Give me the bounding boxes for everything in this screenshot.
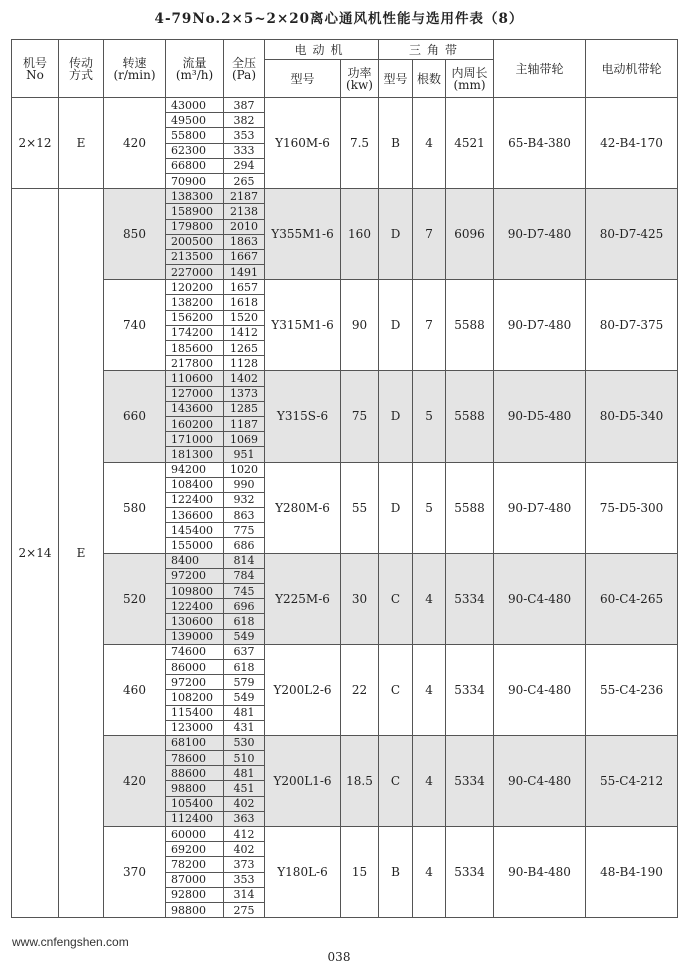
belt-count-cell: 5 bbox=[413, 462, 446, 553]
motor-model-cell: Y225M-6 bbox=[265, 553, 341, 644]
flow-cell: 158900 bbox=[166, 204, 224, 219]
flow-cell: 227000 bbox=[166, 265, 224, 280]
pressure-cell: 1128 bbox=[224, 356, 265, 371]
motor-model-cell: Y200L1-6 bbox=[265, 735, 341, 826]
flow-cell: 115400 bbox=[166, 705, 224, 720]
motor-model-cell: Y160M-6 bbox=[265, 98, 341, 189]
flow-cell: 122400 bbox=[166, 492, 224, 507]
motor-pulley-cell: 55-C4-236 bbox=[586, 644, 678, 735]
page-number: 038 bbox=[327, 950, 351, 964]
motor-model-cell: Y200L2-6 bbox=[265, 644, 341, 735]
pressure-cell: 1285 bbox=[224, 401, 265, 416]
main-pulley-cell: 90-C4-480 bbox=[494, 644, 586, 735]
pressure-cell: 990 bbox=[224, 477, 265, 492]
pressure-cell: 265 bbox=[224, 173, 265, 188]
main-pulley-cell: 90-D7-480 bbox=[494, 280, 586, 371]
flow-cell: 143600 bbox=[166, 401, 224, 416]
pressure-cell: 549 bbox=[224, 690, 265, 705]
header-motor-power bbox=[341, 60, 379, 98]
header-machine-no-symbol: No bbox=[26, 67, 44, 82]
flow-cell: 66800 bbox=[166, 158, 224, 173]
motor-pulley-cell: 75-D5-300 bbox=[586, 462, 678, 553]
flow-cell: 136600 bbox=[166, 508, 224, 523]
main-pulley-cell: 90-C4-480 bbox=[494, 735, 586, 826]
flow-cell: 112400 bbox=[166, 811, 224, 826]
belt-count-cell: 4 bbox=[413, 735, 446, 826]
pressure-cell: 353 bbox=[224, 872, 265, 887]
flow-cell: 108400 bbox=[166, 477, 224, 492]
flow-cell: 213500 bbox=[166, 249, 224, 264]
header-speed-unit: (r/min) bbox=[113, 67, 156, 82]
motor-power-cell: 75 bbox=[341, 371, 379, 462]
header-belt-count: 根数 bbox=[413, 60, 446, 98]
table-row bbox=[12, 189, 678, 204]
belt-type-cell: B bbox=[379, 98, 413, 189]
header-motor-power-unit: (kw) bbox=[346, 77, 373, 92]
motor-power-cell: 160 bbox=[341, 189, 379, 280]
motor-pulley-cell: 80-D7-425 bbox=[586, 189, 678, 280]
pressure-cell: 1069 bbox=[224, 432, 265, 447]
belt-length-cell: 4521 bbox=[446, 98, 494, 189]
belt-type-cell: C bbox=[379, 644, 413, 735]
pressure-cell: 549 bbox=[224, 629, 265, 644]
flow-cell: 97200 bbox=[166, 568, 224, 583]
pressure-cell: 696 bbox=[224, 599, 265, 614]
belt-count-cell: 4 bbox=[413, 827, 446, 918]
flow-cell: 98800 bbox=[166, 781, 224, 796]
pressure-cell: 814 bbox=[224, 553, 265, 568]
motor-model-cell: Y180L-6 bbox=[265, 827, 341, 918]
flow-cell: 69200 bbox=[166, 842, 224, 857]
header-belt-length-label: 内周长 bbox=[451, 65, 488, 80]
flow-cell: 92800 bbox=[166, 887, 224, 902]
speed-cell: 580 bbox=[104, 462, 166, 553]
main-pulley-cell: 90-D7-480 bbox=[494, 462, 586, 553]
table-row bbox=[12, 553, 678, 568]
table-row bbox=[12, 371, 678, 386]
pressure-cell: 1667 bbox=[224, 249, 265, 264]
motor-model-cell: Y315M1-6 bbox=[265, 280, 341, 371]
pressure-cell: 1020 bbox=[224, 462, 265, 477]
header-belt: 三角带 bbox=[379, 40, 494, 60]
flow-cell: 78200 bbox=[166, 857, 224, 872]
flow-cell: 43000 bbox=[166, 98, 224, 113]
flow-cell: 139000 bbox=[166, 629, 224, 644]
flow-cell: 181300 bbox=[166, 447, 224, 462]
motor-power-cell: 90 bbox=[341, 280, 379, 371]
pressure-cell: 314 bbox=[224, 887, 265, 902]
flow-cell: 156200 bbox=[166, 310, 224, 325]
pressure-cell: 1618 bbox=[224, 295, 265, 310]
belt-type-cell: D bbox=[379, 280, 413, 371]
flow-cell: 155000 bbox=[166, 538, 224, 553]
drive-cell: E bbox=[59, 98, 104, 189]
table-row bbox=[12, 98, 678, 113]
machine-no-cell: 2×14 bbox=[12, 189, 59, 918]
pressure-cell: 863 bbox=[224, 508, 265, 523]
pressure-cell: 932 bbox=[224, 492, 265, 507]
pressure-cell: 451 bbox=[224, 781, 265, 796]
belt-count-cell: 4 bbox=[413, 553, 446, 644]
pressure-cell: 951 bbox=[224, 447, 265, 462]
belt-length-cell: 5588 bbox=[446, 280, 494, 371]
motor-power-cell: 15 bbox=[341, 827, 379, 918]
header-flow bbox=[166, 40, 224, 98]
flow-cell: 62300 bbox=[166, 143, 224, 158]
pressure-cell: 412 bbox=[224, 827, 265, 842]
pressure-cell: 1412 bbox=[224, 325, 265, 340]
pressure-cell: 387 bbox=[224, 98, 265, 113]
motor-pulley-cell: 48-B4-190 bbox=[586, 827, 678, 918]
flow-cell: 86000 bbox=[166, 659, 224, 674]
header-drive bbox=[59, 40, 104, 98]
pressure-cell: 1373 bbox=[224, 386, 265, 401]
pressure-cell: 382 bbox=[224, 113, 265, 128]
pressure-cell: 1187 bbox=[224, 416, 265, 431]
header-main-pulley: 主轴带轮 bbox=[494, 40, 586, 98]
pressure-cell: 1402 bbox=[224, 371, 265, 386]
belt-type-cell: D bbox=[379, 189, 413, 280]
pressure-cell: 275 bbox=[224, 902, 265, 917]
pressure-cell: 402 bbox=[224, 796, 265, 811]
header-flow-label: 流量 bbox=[182, 55, 207, 70]
pressure-cell: 784 bbox=[224, 568, 265, 583]
header-machine-no bbox=[12, 40, 59, 98]
main-pulley-cell: 90-B4-480 bbox=[494, 827, 586, 918]
flow-cell: 74600 bbox=[166, 644, 224, 659]
speed-cell: 520 bbox=[104, 553, 166, 644]
motor-pulley-cell: 42-B4-170 bbox=[586, 98, 678, 189]
header-motor-pulley: 电动机带轮 bbox=[586, 40, 678, 98]
pressure-cell: 2138 bbox=[224, 204, 265, 219]
flow-cell: 94200 bbox=[166, 462, 224, 477]
table-row bbox=[12, 827, 678, 842]
pressure-cell: 363 bbox=[224, 811, 265, 826]
belt-type-cell: D bbox=[379, 462, 413, 553]
pressure-cell: 579 bbox=[224, 675, 265, 690]
pressure-cell: 618 bbox=[224, 659, 265, 674]
belt-count-cell: 7 bbox=[413, 189, 446, 280]
motor-power-cell: 18.5 bbox=[341, 735, 379, 826]
speed-cell: 460 bbox=[104, 644, 166, 735]
flow-cell: 217800 bbox=[166, 356, 224, 371]
belt-type-cell: C bbox=[379, 735, 413, 826]
page-title: 4-79No.2×5~2×20离心通风机性能与选用件表（8） bbox=[154, 11, 524, 27]
motor-pulley-cell: 60-C4-265 bbox=[586, 553, 678, 644]
pressure-cell: 1657 bbox=[224, 280, 265, 295]
header-motor: 电动机 bbox=[265, 40, 379, 60]
flow-cell: 78600 bbox=[166, 751, 224, 766]
speed-cell: 420 bbox=[104, 735, 166, 826]
belt-length-cell: 5588 bbox=[446, 371, 494, 462]
flow-cell: 98800 bbox=[166, 902, 224, 917]
flow-cell: 200500 bbox=[166, 234, 224, 249]
pressure-cell: 431 bbox=[224, 720, 265, 735]
pressure-cell: 510 bbox=[224, 751, 265, 766]
speed-cell: 660 bbox=[104, 371, 166, 462]
table-row bbox=[12, 644, 678, 659]
pressure-cell: 637 bbox=[224, 644, 265, 659]
belt-type-cell: D bbox=[379, 371, 413, 462]
flow-cell: 171000 bbox=[166, 432, 224, 447]
header-motor-model: 型号 bbox=[265, 60, 341, 98]
header-flow-unit: (m³/h) bbox=[175, 67, 214, 82]
flow-cell: 97200 bbox=[166, 675, 224, 690]
pressure-cell: 530 bbox=[224, 735, 265, 750]
machine-no-cell: 2×12 bbox=[12, 98, 59, 189]
motor-power-cell: 22 bbox=[341, 644, 379, 735]
flow-cell: 185600 bbox=[166, 341, 224, 356]
flow-cell: 109800 bbox=[166, 584, 224, 599]
flow-cell: 179800 bbox=[166, 219, 224, 234]
pressure-cell: 686 bbox=[224, 538, 265, 553]
pressure-cell: 481 bbox=[224, 705, 265, 720]
pressure-cell: 1265 bbox=[224, 341, 265, 356]
motor-model-cell: Y315S-6 bbox=[265, 371, 341, 462]
flow-cell: 138200 bbox=[166, 295, 224, 310]
flow-cell: 87000 bbox=[166, 872, 224, 887]
flow-cell: 160200 bbox=[166, 416, 224, 431]
belt-length-cell: 5334 bbox=[446, 735, 494, 826]
belt-count-cell: 5 bbox=[413, 371, 446, 462]
motor-power-cell: 55 bbox=[341, 462, 379, 553]
pressure-cell: 481 bbox=[224, 766, 265, 781]
table-row bbox=[12, 462, 678, 477]
pressure-cell: 373 bbox=[224, 857, 265, 872]
header-belt-length bbox=[446, 60, 494, 98]
flow-cell: 49500 bbox=[166, 113, 224, 128]
flow-cell: 130600 bbox=[166, 614, 224, 629]
pressure-cell: 1863 bbox=[224, 234, 265, 249]
pressure-cell: 745 bbox=[224, 584, 265, 599]
flow-cell: 55800 bbox=[166, 128, 224, 143]
table-row bbox=[12, 735, 678, 750]
pressure-cell: 618 bbox=[224, 614, 265, 629]
flow-cell: 127000 bbox=[166, 386, 224, 401]
pressure-cell: 402 bbox=[224, 842, 265, 857]
pressure-cell: 1491 bbox=[224, 265, 265, 280]
header-pressure-unit: (Pa) bbox=[231, 67, 257, 82]
flow-cell: 122400 bbox=[166, 599, 224, 614]
flow-cell: 68100 bbox=[166, 735, 224, 750]
belt-count-cell: 4 bbox=[413, 644, 446, 735]
header-machine-no-label: 机号 bbox=[22, 55, 47, 70]
drive-cell: E bbox=[59, 189, 104, 918]
flow-cell: 8400 bbox=[166, 553, 224, 568]
motor-pulley-cell: 80-D7-375 bbox=[586, 280, 678, 371]
footer-website: www.cnfengshen.com bbox=[12, 935, 129, 949]
header-speed bbox=[104, 40, 166, 98]
pressure-cell: 1520 bbox=[224, 310, 265, 325]
header-speed-label: 转速 bbox=[122, 55, 147, 70]
flow-cell: 145400 bbox=[166, 523, 224, 538]
belt-length-cell: 5334 bbox=[446, 553, 494, 644]
motor-model-cell: Y355M1-6 bbox=[265, 189, 341, 280]
belt-type-cell: C bbox=[379, 553, 413, 644]
flow-cell: 138300 bbox=[166, 189, 224, 204]
belt-count-cell: 4 bbox=[413, 98, 446, 189]
pressure-cell: 294 bbox=[224, 158, 265, 173]
main-pulley-cell: 90-D5-480 bbox=[494, 371, 586, 462]
speed-cell: 420 bbox=[104, 98, 166, 189]
pressure-cell: 353 bbox=[224, 128, 265, 143]
flow-cell: 120200 bbox=[166, 280, 224, 295]
pressure-cell: 775 bbox=[224, 523, 265, 538]
header-drive-label: 传动 bbox=[68, 55, 93, 70]
header-belt-type: 型号 bbox=[379, 60, 413, 98]
motor-model-cell: Y280M-6 bbox=[265, 462, 341, 553]
flow-cell: 105400 bbox=[166, 796, 224, 811]
header-drive-label2: 方式 bbox=[68, 67, 93, 82]
pressure-cell: 2187 bbox=[224, 189, 265, 204]
motor-power-cell: 30 bbox=[341, 553, 379, 644]
belt-length-cell: 5334 bbox=[446, 827, 494, 918]
table-body bbox=[12, 98, 678, 918]
table-row bbox=[12, 280, 678, 295]
speed-cell: 370 bbox=[104, 827, 166, 918]
header-pressure bbox=[224, 40, 265, 98]
flow-cell: 110600 bbox=[166, 371, 224, 386]
fan-performance-table bbox=[11, 39, 678, 918]
speed-cell: 740 bbox=[104, 280, 166, 371]
flow-cell: 108200 bbox=[166, 690, 224, 705]
flow-cell: 60000 bbox=[166, 827, 224, 842]
speed-cell: 850 bbox=[104, 189, 166, 280]
motor-pulley-cell: 55-C4-212 bbox=[586, 735, 678, 826]
main-pulley-cell: 65-B4-380 bbox=[494, 98, 586, 189]
belt-length-cell: 6096 bbox=[446, 189, 494, 280]
main-pulley-cell: 90-C4-480 bbox=[494, 553, 586, 644]
flow-cell: 70900 bbox=[166, 173, 224, 188]
flow-cell: 123000 bbox=[166, 720, 224, 735]
belt-length-cell: 5588 bbox=[446, 462, 494, 553]
header-belt-length-unit: (mm) bbox=[453, 77, 486, 92]
flow-cell: 174200 bbox=[166, 325, 224, 340]
header-motor-power-label: 功率 bbox=[347, 65, 372, 80]
pressure-cell: 2010 bbox=[224, 219, 265, 234]
belt-type-cell: B bbox=[379, 827, 413, 918]
motor-power-cell: 7.5 bbox=[341, 98, 379, 189]
flow-cell: 88600 bbox=[166, 766, 224, 781]
motor-pulley-cell: 80-D5-340 bbox=[586, 371, 678, 462]
header-pressure-label: 全压 bbox=[231, 55, 256, 70]
pressure-cell: 333 bbox=[224, 143, 265, 158]
main-pulley-cell: 90-D7-480 bbox=[494, 189, 586, 280]
belt-count-cell: 7 bbox=[413, 280, 446, 371]
belt-length-cell: 5334 bbox=[446, 644, 494, 735]
